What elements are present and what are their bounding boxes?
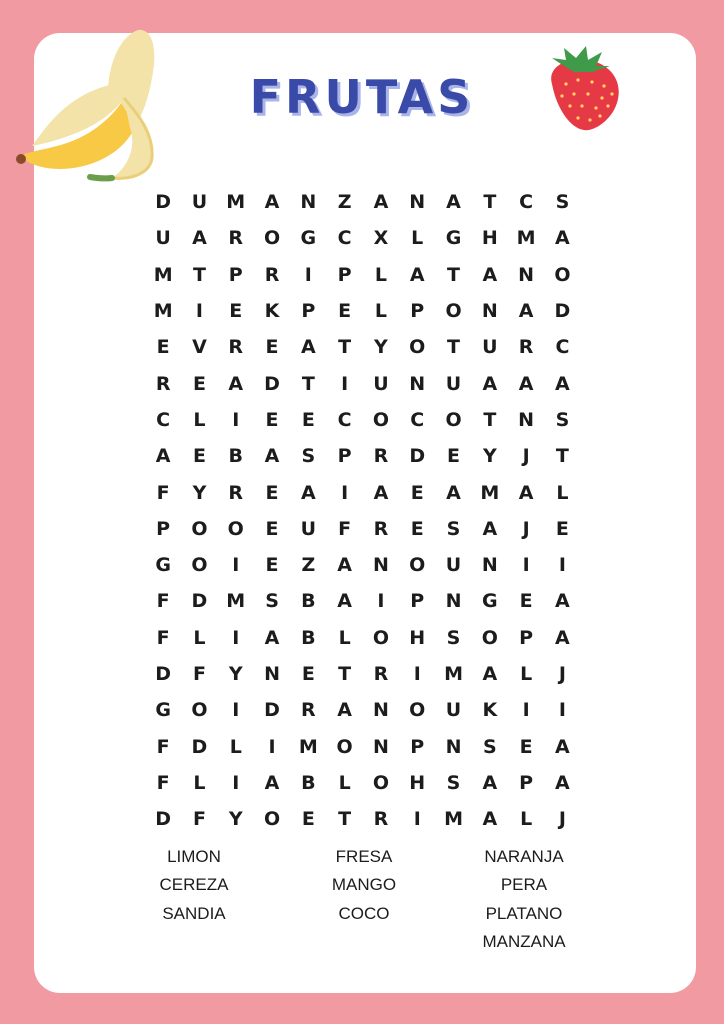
grid-letter[interactable]: N <box>409 191 426 214</box>
grid-letter[interactable]: N <box>372 735 389 758</box>
grid-letter[interactable]: R <box>228 227 244 250</box>
word-list-item: COCO <box>338 903 390 923</box>
grid-letter[interactable]: X <box>373 227 389 250</box>
grid-letter[interactable]: D <box>191 590 208 613</box>
grid-letter[interactable]: R <box>373 663 389 685</box>
grid-letter[interactable]: Y <box>482 445 497 468</box>
grid-letter[interactable]: I <box>341 481 349 504</box>
grid-letter[interactable]: E <box>410 481 424 504</box>
grid-letter[interactable]: I <box>413 808 421 831</box>
grid-letter[interactable]: D <box>409 445 426 468</box>
grid-letter[interactable]: A <box>300 336 316 359</box>
grid-letter[interactable]: I <box>195 300 203 323</box>
grid-letter[interactable]: M <box>444 808 463 831</box>
grid-letter[interactable]: A <box>446 481 461 504</box>
grid-letter[interactable]: P <box>301 300 316 323</box>
grid-letter[interactable]: M <box>153 300 173 323</box>
grid-letter[interactable]: R <box>264 263 280 286</box>
grid-letter[interactable]: K <box>264 300 280 323</box>
grid-letter[interactable]: E <box>265 554 279 577</box>
grid-letter[interactable]: N <box>518 408 535 431</box>
grid-letter[interactable]: E <box>265 336 279 359</box>
grid-letter[interactable]: T <box>338 663 352 685</box>
grid-letter[interactable]: J <box>522 517 530 540</box>
grid-letter[interactable]: A <box>337 554 352 577</box>
grid-letter[interactable]: M <box>444 663 463 685</box>
grid-letter[interactable]: P <box>410 735 425 758</box>
grid-letter[interactable]: G <box>155 554 171 577</box>
grid-letter[interactable]: B <box>228 445 243 468</box>
grid-letter[interactable]: I <box>522 699 530 722</box>
grid-letter[interactable]: M <box>298 735 318 758</box>
word-list-item: LIMON <box>167 847 221 866</box>
grid-letter[interactable]: L <box>520 663 533 685</box>
grid-letter[interactable]: L <box>193 626 206 649</box>
grid-letter[interactable]: C <box>337 227 352 250</box>
grid-letter[interactable]: H <box>481 227 498 250</box>
grid-letter[interactable]: I <box>232 408 240 431</box>
word-list-column-1 <box>114 843 274 928</box>
grid-letter[interactable]: T <box>447 336 460 359</box>
grid-letter[interactable]: S <box>555 191 570 214</box>
grid-letter[interactable]: F <box>156 735 170 758</box>
grid-letter[interactable]: O <box>372 771 389 794</box>
grid-letter[interactable]: G <box>482 590 498 613</box>
grid-letter[interactable]: R <box>373 517 389 540</box>
grid-letter[interactable]: A <box>482 263 498 286</box>
grid-letter[interactable]: F <box>156 626 170 649</box>
grid-letter[interactable]: I <box>522 554 530 577</box>
grid-letter[interactable]: I <box>232 554 240 577</box>
grid-letter[interactable]: A <box>446 191 461 214</box>
grid-letter[interactable]: O <box>227 517 244 540</box>
grid-letter[interactable]: R <box>155 372 171 395</box>
grid-letter[interactable]: O <box>372 408 389 431</box>
grid-letter[interactable]: U <box>300 517 317 540</box>
word-list-item: MANZANA <box>482 931 566 951</box>
grid-letter[interactable]: A <box>482 517 498 540</box>
grid-letter[interactable]: A <box>482 771 498 794</box>
grid-letter[interactable]: Y <box>374 336 388 359</box>
grid-letter[interactable]: N <box>372 699 389 722</box>
grid-letter[interactable]: H <box>409 626 426 649</box>
grid-letter[interactable]: U <box>191 191 208 214</box>
grid-letter[interactable]: D <box>191 735 208 758</box>
grid-letter[interactable]: P <box>156 517 171 540</box>
grid-letter[interactable]: D <box>264 372 280 395</box>
grid-letter[interactable]: H <box>409 771 426 794</box>
grid-letter[interactable]: B <box>301 626 316 649</box>
grid-letter[interactable]: N <box>300 191 317 214</box>
grid-letter[interactable]: O <box>372 626 389 649</box>
grid-letter[interactable]: N <box>409 372 426 395</box>
grid-letter[interactable]: F <box>156 771 170 794</box>
grid-letter[interactable]: T <box>301 372 315 395</box>
grid-letter[interactable]: J <box>558 808 566 831</box>
grid-letter[interactable]: E <box>192 372 206 395</box>
grid-letter[interactable]: D <box>155 808 172 831</box>
grid-letter[interactable]: L <box>411 227 424 250</box>
grid-letter[interactable]: Z <box>301 554 316 577</box>
word-list-item: PERA <box>500 875 548 895</box>
grid-letter[interactable]: U <box>482 336 498 359</box>
grid-letter[interactable]: M <box>226 191 246 214</box>
grid-letter[interactable]: S <box>555 408 570 431</box>
grid-letter[interactable]: J <box>522 445 530 468</box>
grid-letter[interactable]: O <box>409 699 426 722</box>
grid-letter[interactable]: A <box>555 590 570 613</box>
grid-letter[interactable]: R <box>373 808 389 831</box>
grid-letter[interactable]: F <box>156 590 170 613</box>
grid-letter[interactable]: A <box>482 663 498 685</box>
grid-letter[interactable]: L <box>193 771 206 794</box>
grid-letter[interactable]: F <box>156 481 170 504</box>
grid-letter[interactable]: A <box>300 481 316 504</box>
grid-letter[interactable]: T <box>338 336 352 359</box>
grid-letter[interactable]: O <box>191 699 208 722</box>
grid-letter[interactable]: L <box>556 481 569 504</box>
grid-letter[interactable]: T <box>192 263 206 286</box>
grid-letter[interactable]: U <box>445 372 462 395</box>
grid-letter[interactable]: I <box>268 735 276 758</box>
grid-letter[interactable]: E <box>447 445 461 468</box>
grid-letter[interactable]: E <box>156 336 170 359</box>
letter-grid <box>145 184 581 837</box>
grid-letter[interactable]: L <box>374 263 387 286</box>
grid-letter[interactable]: F <box>338 517 352 540</box>
grid-letter[interactable]: E <box>192 445 206 468</box>
grid-letter[interactable]: N <box>445 590 462 613</box>
grid-letter[interactable]: Y <box>228 663 243 685</box>
page-title: FRUTAS <box>249 70 475 124</box>
grid-letter[interactable]: O <box>481 626 498 649</box>
grid-letter[interactable]: O <box>409 554 426 577</box>
grid-letter[interactable]: A <box>555 227 570 250</box>
grid-letter[interactable]: E <box>265 408 279 431</box>
grid-letter[interactable]: I <box>413 663 421 685</box>
grid-letter[interactable]: N <box>481 300 498 323</box>
grid-letter[interactable]: I <box>232 626 240 649</box>
grid-letter[interactable]: O <box>554 263 571 286</box>
grid-letter[interactable]: S <box>446 626 461 649</box>
grid-letter[interactable]: S <box>446 771 461 794</box>
grid-letter[interactable]: A <box>264 771 280 794</box>
grid-letter[interactable]: Y <box>192 481 207 504</box>
grid-letter[interactable]: R <box>518 336 534 359</box>
word-list-item: FRESA <box>335 847 393 866</box>
grid-letter[interactable]: M <box>226 590 246 613</box>
grid-letter[interactable]: I <box>558 699 566 722</box>
grid-letter[interactable]: B <box>301 590 316 613</box>
word-list-item: PLATANO <box>485 903 563 923</box>
grid-letter[interactable]: L <box>229 735 242 758</box>
grid-letter[interactable]: E <box>519 735 533 758</box>
grid-letter[interactable]: S <box>301 445 316 468</box>
grid-letter[interactable]: A <box>555 626 570 649</box>
grid-letter[interactable]: O <box>263 808 281 831</box>
grid-letter[interactable]: Z <box>337 191 352 214</box>
word-list-column-2 <box>284 843 444 928</box>
grid-letter[interactable]: B <box>301 771 316 794</box>
grid-letter[interactable]: P <box>410 590 425 613</box>
grid-letter[interactable]: C <box>555 336 570 359</box>
grid-letter[interactable]: A <box>373 191 389 214</box>
grid-letter[interactable]: P <box>337 445 352 468</box>
grid-letter[interactable]: D <box>554 300 571 323</box>
grid-letter[interactable]: E <box>265 517 279 540</box>
grid-letter[interactable]: I <box>341 372 349 395</box>
grid-letter[interactable]: E <box>301 663 315 685</box>
grid-letter[interactable]: N <box>481 554 498 577</box>
grid-letter[interactable]: K <box>482 699 498 722</box>
grid-letter[interactable]: T <box>555 445 569 468</box>
grid-letter[interactable]: A <box>264 445 280 468</box>
grid-letter[interactable]: A <box>192 227 207 250</box>
grid-letter[interactable]: D <box>155 663 172 685</box>
grid-letter[interactable]: A <box>409 263 425 286</box>
grid-letter[interactable]: V <box>192 336 207 359</box>
grid-letter[interactable]: A <box>264 191 280 214</box>
grid-letter[interactable]: R <box>228 481 244 504</box>
grid-letter[interactable]: M <box>480 481 500 504</box>
grid-letter[interactable]: U <box>445 699 462 722</box>
grid-letter[interactable]: U <box>373 372 389 395</box>
grid-letter[interactable]: A <box>337 699 352 722</box>
grid-letter[interactable]: G <box>445 227 462 250</box>
grid-letter[interactable]: A <box>482 808 498 831</box>
grid-letter[interactable]: I <box>232 771 240 794</box>
grid-letter[interactable]: E <box>265 481 279 504</box>
grid-letter[interactable]: P <box>519 771 534 794</box>
grid-letter[interactable]: O <box>409 336 426 359</box>
grid-letter[interactable]: A <box>228 372 244 395</box>
grid-letter[interactable]: N <box>264 663 280 685</box>
grid-letter[interactable]: T <box>483 408 497 431</box>
grid-letter[interactable]: T <box>447 263 460 286</box>
grid-letter[interactable]: C <box>337 408 352 431</box>
grid-letter[interactable]: A <box>518 372 534 395</box>
grid-letter[interactable]: P <box>228 263 243 286</box>
grid-letter[interactable]: I <box>304 263 312 286</box>
grid-letter[interactable]: P <box>337 263 352 286</box>
grid-letter[interactable]: O <box>336 735 353 758</box>
grid-letter[interactable]: S <box>265 590 279 613</box>
word-list-item: MANGO <box>331 875 397 895</box>
grid-letter[interactable]: O <box>445 300 462 323</box>
grid-letter[interactable]: S <box>446 517 461 540</box>
grid-letter[interactable]: D <box>155 191 172 214</box>
grid-letter[interactable]: L <box>374 300 387 323</box>
grid-letter[interactable]: N <box>518 263 535 286</box>
grid-letter[interactable]: A <box>337 590 352 613</box>
grid-letter[interactable]: E <box>519 590 533 613</box>
grid-letter[interactable]: E <box>229 300 243 323</box>
word-list-item: SANDIA <box>162 903 226 923</box>
grid-letter[interactable]: R <box>373 445 389 468</box>
grid-letter[interactable]: E <box>338 300 352 323</box>
grid-letter[interactable]: C <box>156 408 171 431</box>
grid-letter[interactable]: L <box>193 408 206 431</box>
grid-letter[interactable]: A <box>264 626 280 649</box>
word-list-item: NARANJA <box>484 847 564 866</box>
grid-letter[interactable]: N <box>372 554 389 577</box>
grid-letter[interactable]: A <box>555 735 570 758</box>
grid-letter[interactable]: D <box>264 699 280 722</box>
grid-letter[interactable]: U <box>445 554 462 577</box>
grid-letter[interactable]: N <box>445 735 462 758</box>
grid-letter[interactable]: L <box>338 626 351 649</box>
grid-letter[interactable]: M <box>516 227 536 250</box>
grid-letter[interactable]: O <box>191 554 208 577</box>
grid-letter[interactable]: T <box>338 808 352 831</box>
grid-letter[interactable]: L <box>338 771 351 794</box>
grid-letter[interactable]: I <box>377 590 385 613</box>
grid-letter[interactable]: O <box>263 227 281 250</box>
grid-letter[interactable]: E <box>410 517 424 540</box>
grid-letter[interactable]: F <box>192 808 206 831</box>
grid-letter[interactable]: C <box>410 408 425 431</box>
grid-letter[interactable]: A <box>373 481 389 504</box>
word-list-column-3 <box>444 843 604 956</box>
grid-letter[interactable]: J <box>558 663 566 685</box>
grid-letter[interactable]: T <box>483 191 497 214</box>
grid-letter[interactable]: U <box>155 227 171 250</box>
grid-letter[interactable]: P <box>519 626 534 649</box>
grid-letter[interactable]: O <box>445 408 462 431</box>
grid-letter[interactable]: O <box>191 517 208 540</box>
grid-letter[interactable]: M <box>153 263 173 286</box>
grid-letter[interactable]: Y <box>228 808 243 831</box>
grid-letter[interactable]: E <box>301 408 315 431</box>
grid-letter[interactable]: I <box>558 554 566 577</box>
grid-letter[interactable]: E <box>301 808 315 831</box>
grid-letter[interactable]: A <box>518 300 534 323</box>
grid-letter[interactable]: A <box>518 481 534 504</box>
grid-letter[interactable]: A <box>555 372 570 395</box>
grid-letter[interactable]: S <box>482 735 497 758</box>
grid-letter[interactable]: A <box>155 445 171 468</box>
grid-letter[interactable]: G <box>155 699 171 722</box>
grid-letter[interactable]: A <box>555 771 570 794</box>
grid-letter[interactable]: E <box>555 517 569 540</box>
grid-letter[interactable]: A <box>482 372 498 395</box>
word-list-item: CEREZA <box>159 875 229 895</box>
grid-letter[interactable]: G <box>300 227 317 250</box>
grid-letter[interactable]: P <box>410 300 425 323</box>
grid-letter[interactable]: R <box>301 699 316 722</box>
grid-letter[interactable]: F <box>192 663 206 685</box>
grid-letter[interactable]: L <box>520 808 533 831</box>
grid-letter[interactable]: R <box>228 336 244 359</box>
grid-letter[interactable]: I <box>232 699 240 722</box>
grid-letter[interactable]: C <box>519 191 534 214</box>
